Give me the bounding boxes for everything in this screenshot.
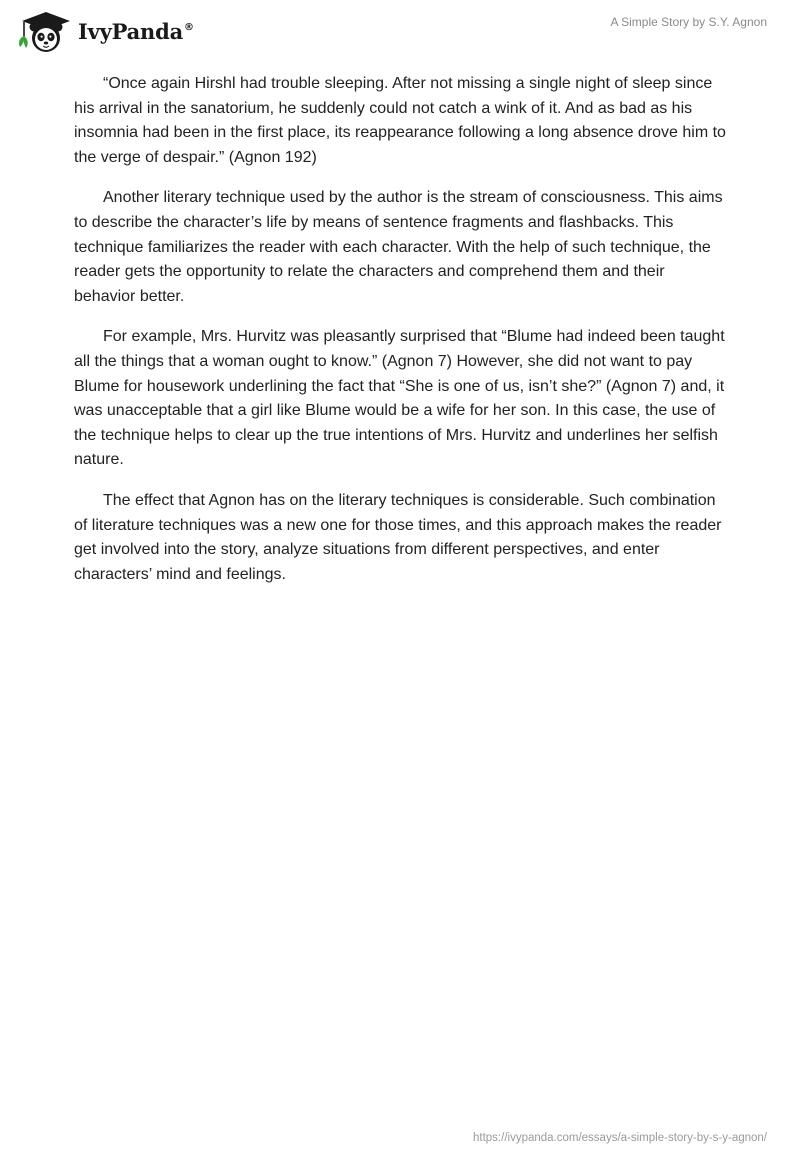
paragraph-stream-of-consciousness: Another literary technique used by the author is the stream of consciousness. This aims to describe the character’s life by means of sentence fragments and flashbacks. This technique familiarizes the reader with each character. With the help of such technique, the reader gets the opportunity to relate the characters and comprehend them and their behavior better. (74, 189, 723, 305)
paragraph-example: For example, Mrs. Hurvitz was pleasantly surprised that “Blume had indeed been taught all the things that a woman ought to know.” (Agnon 7) However, she did not want to pay Blume for housework underlining the fact that “She is one of us, isn’t she?” (Agnon 7) and, it was unacceptable that a girl like Blume would be a wife for her son. In this case, the use of the technique helps to clear up the true intentions of Mrs. Hurvitz and underlines her selfish nature. (74, 328, 725, 469)
registered-mark: ® (184, 21, 194, 33)
paragraph-conclusion: The effect that Agnon has on the literary techniques is considerable. Such combination of literature techniques was a new one for those times, and this approach makes the reader get involved into the story, analyze situations from different perspectives, and enter characters’ mind and feelings. (74, 491, 722, 583)
ivypanda-logo[interactable] (16, 9, 194, 55)
source-url-link[interactable]: https://ivypanda.com/essays/a-simple-story-by-s-y-agnon/ (473, 1132, 767, 1144)
panda-graduation-cap-icon (16, 9, 74, 55)
paragraph-quote: “Once again Hirshl had trouble sleeping. After not missing a single night of sleep since his arrival in the sanatorium, he suddenly could not catch a wink of it. And as bad as his insomnia had been in the first place, its reappearance following a long absence drove him to the verge of despair.” (Agnon 192) (74, 75, 726, 166)
page-header (0, 0, 800, 64)
brand-name: IvyPanda® (78, 18, 194, 44)
document-title: A Simple Story by S.Y. Agnon (610, 15, 767, 29)
essay-body (74, 72, 730, 603)
